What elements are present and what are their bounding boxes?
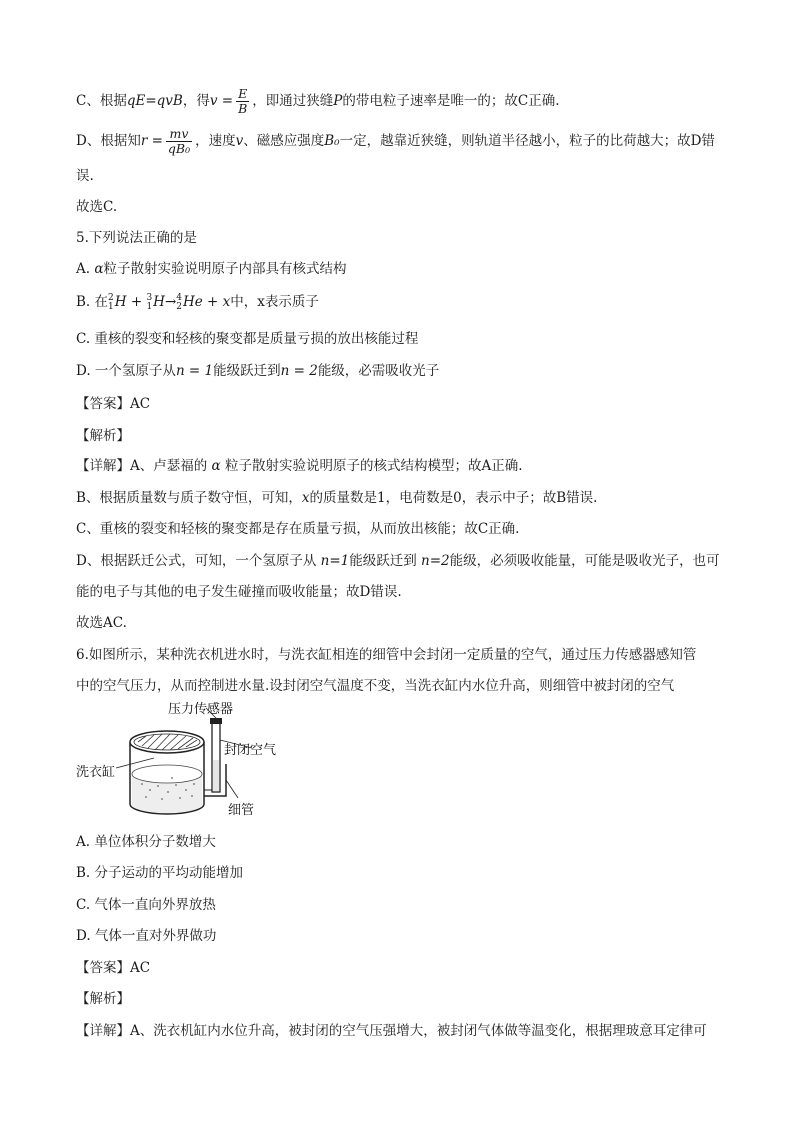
- q6-analysis-heading: 【解析】: [76, 991, 130, 1007]
- tube-water: [213, 760, 219, 791]
- option-d-analysis: D、根据知r = $\frac{mv}{\text{qB₀}}$ ，速度v、磁感应强度B₀一定，越靠近狭缝，则轨道半径越小，粒子的比荷越大；故D错: [76, 126, 715, 156]
- q6-detail-a: 【详解】A、洗衣机缸内水位升高，被封闭的空气压强增大，被封闭气体做等温变化，根据理玻意耳定律可: [76, 1023, 707, 1039]
- label-tub: 洗衣缸: [76, 765, 116, 780]
- water-surface: [132, 765, 202, 783]
- washing-machine-figure: [76, 700, 296, 818]
- q6-option-d: D. 气体一直对外界做功: [76, 928, 217, 944]
- q5-detail-d: D、根据跃迁公式，可知，一个氢原子从 n=1能级跃迁到 n=2能级，必须吸收能量，可能是吸收光子，也可: [76, 553, 720, 569]
- q6-option-b: B. 分子运动的平均动能增加: [76, 865, 244, 881]
- q5-option-c: C. 重核的裂变和轻核的聚变都是质量亏损的放出核能过程: [76, 331, 419, 347]
- q6-stem-line1: 6.如图所示，某种洗衣机进水时，与洗衣缸相连的细管中会封闭一定质量的空气，通过压力传感器感知管: [76, 647, 697, 663]
- q5-detail-d-cont: 能的电子与其他的电子发生碰撞而吸收能量；故D错误.: [76, 584, 402, 600]
- q5-detail-c: C、重核的裂变和轻核的聚变都是存在质量亏损，从而放出核能；故C正确.: [76, 521, 520, 537]
- q5-option-a: A. α粒子散射实验说明原子内部具有核式结构: [76, 261, 347, 277]
- label-thin-tube: 细管: [228, 803, 255, 818]
- q5-stem: 5.下列说法正确的是: [76, 230, 197, 246]
- q5-detail-b: B、根据质量数与质子数守恒，可知，x的质量数是1，电荷数是0，表示中子；故B错误.: [76, 490, 598, 506]
- fraction-e-over-b: $\frac{E}{B}$: [238, 86, 248, 116]
- q6-option-c: C. 气体一直向外界放热: [76, 897, 216, 913]
- q5-analysis-heading: 【解析】: [76, 428, 130, 444]
- q5-option-b: B. 在 2 1 H + 3 1 H→ 4 2 He + x中，x表示质子: [76, 292, 319, 312]
- q5-option-d: D. 一个氢原子从n = 1能级跃迁到n = 2能级，必需吸收光子: [76, 363, 440, 379]
- q4-conclusion: 故选C.: [76, 199, 118, 215]
- label-sealed-air: 封闭空气: [224, 743, 277, 758]
- q6-stem-line2: 中的空气压力，从而控制进水量.设封闭空气温度不变，当洗衣缸内水位升高，则细管中被封闭的空气: [76, 678, 675, 694]
- pressure-sensor: [210, 718, 222, 724]
- tub-water: [132, 774, 202, 813]
- q5-detail-a: 【详解】A、卢瑟福的 α 粒子散射实验说明原子的核式结构模型；故A正确.: [76, 458, 523, 474]
- option-d-analysis-cont: 误.: [76, 168, 94, 184]
- fraction-mv-over-qb0: $\frac{mv}{\text{qB₀}}$: [167, 126, 191, 156]
- label-pressure-sensor: 压力传感器: [168, 702, 234, 717]
- q6-answer: 【答案】AC: [76, 960, 151, 976]
- q5-answer: 【答案】AC: [76, 396, 151, 412]
- q5-conclusion: 故选AC.: [76, 615, 127, 631]
- option-c-analysis: C、根据qE=qvB，得v = $\frac{E}{B}$ ，即通过狭缝P的带电粒子速率是唯一的；故C正确.: [76, 86, 560, 116]
- q6-option-a: A. 单位体积分子数增大: [76, 834, 216, 850]
